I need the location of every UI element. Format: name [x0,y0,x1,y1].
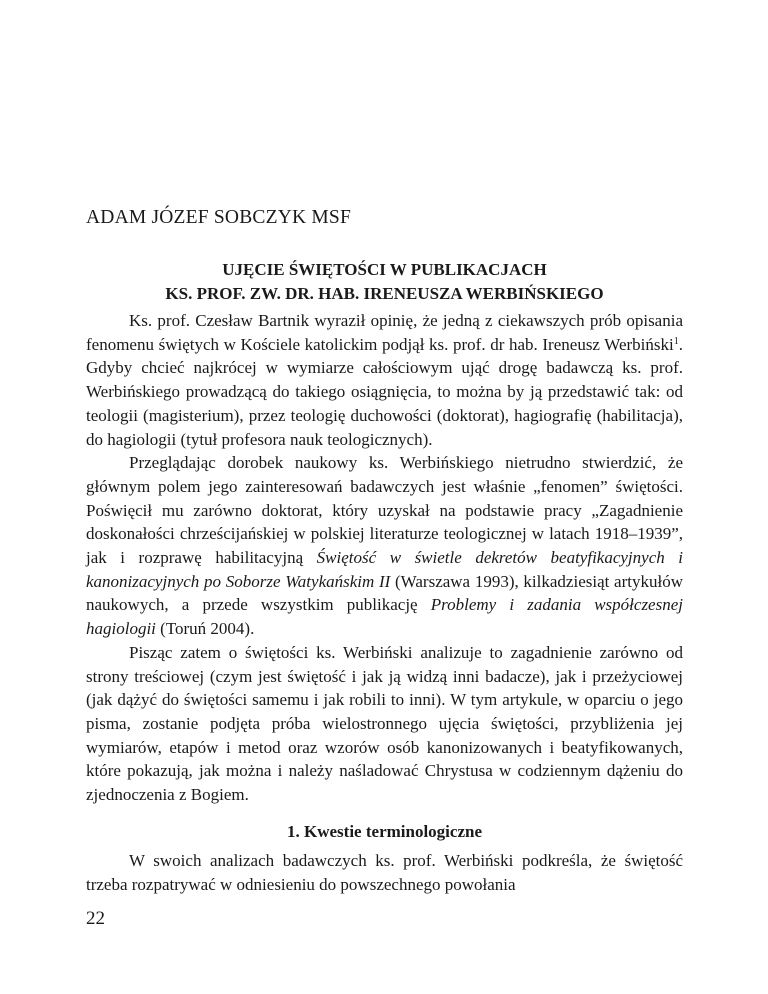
paragraph-2-text-c: (Toruń 2004). [155,619,255,639]
paragraph-1-text-b: . Gdyby chcieć najkrócej w wymiarze całościowym ująć drogę badawczą ks. prof. Werbińskiego prowadzącą do takiego osiągnięcia, to można by ją przedstawić tak: od teologii (magisterium), przez teologię duchowości (doktorat), hagiografię (habilitacja), do hagiologii (tytuł profesora nauk teologicznych). [86,334,683,449]
article-title-line-2: KS. PROF. ZW. DR. HAB. IRENEUSZA WERBIŃSKIEGO [165,284,604,303]
article-title-line-1: UJĘCIE ŚWIĘTOŚCI W PUBLIKACJACH [222,260,547,279]
article-body [86,309,683,807]
paragraph-2-text-a: Przeglądając dorobek naukowy ks. Werbińskiego nietrudno stwierdzić, że głównym polem jego zainteresowań badawczych jest właśnie „fenomen” świętości. Poświęcił mu zarówno doktorat, który uzyskał na podstawie pracy „Zagadnienie doskonałości chrześcijańskiej w polskiej literaturze teologicznej w latach 1918–1939”, jak i rozprawę habilitacyjną [86,453,683,568]
author-name: ADAM JÓZEF SOBCZYK MSF [86,207,351,228]
paragraph-1-text-a: Ks. prof. Czesław Bartnik wyraził opinię, że jedną z ciekawszych prób opisania fenomenu świętych w Kościele katolickim podjął ks. prof. dr hab. Ireneusz Werbiński [86,311,683,354]
paragraph-3: Pisząc zatem o świętości ks. Werbiński analizuje to zagadnienie zarówno od strony treściowej (czym jest świętość i jak ją widzą inni badacze), jak i przeżyciowej (jak dążyć do świętości samemu i jak robili to inni). W tym artykule, w oparciu o jego pisma, zostanie podjęta próba wielostronnego ujęcia świętości, przybliżenia jej wymiarów, etapów i metod oraz wzorów osób kanonizowanych i beatyfikowanych, które pokazują, jak można i należy naśladować Chrystusa w codziennym dążeniu do zjednoczenia z Bogiem. [86,642,683,805]
paragraph-2 [86,451,683,641]
section-body [86,849,683,896]
paragraph-2-text-b: (Warszawa 1993), kilkadziesiąt artykułów naukowych, a przede wszystkim publikację [86,571,683,615]
article-title [86,258,683,306]
section-paragraph: W swoich analizach badawczych ks. prof. Werbiński podkreśla, że świętość trzeba rozpatrywać w odniesieniu do powszechnego powołania [86,851,683,894]
book-title-hagiology: Problemy i zadania współczesnej hagiologii [86,595,683,639]
footnote-marker: 1 [673,335,679,347]
page-number: 22 [86,908,105,929]
paragraph-1 [86,309,683,451]
book-title-habilitation: Świętość w świetle dekretów beatyfikacyjnych i kanonizacyjnych po Soborze Watykańskim II [86,548,683,591]
section-heading: 1. Kwestie terminologiczne [287,822,482,841]
